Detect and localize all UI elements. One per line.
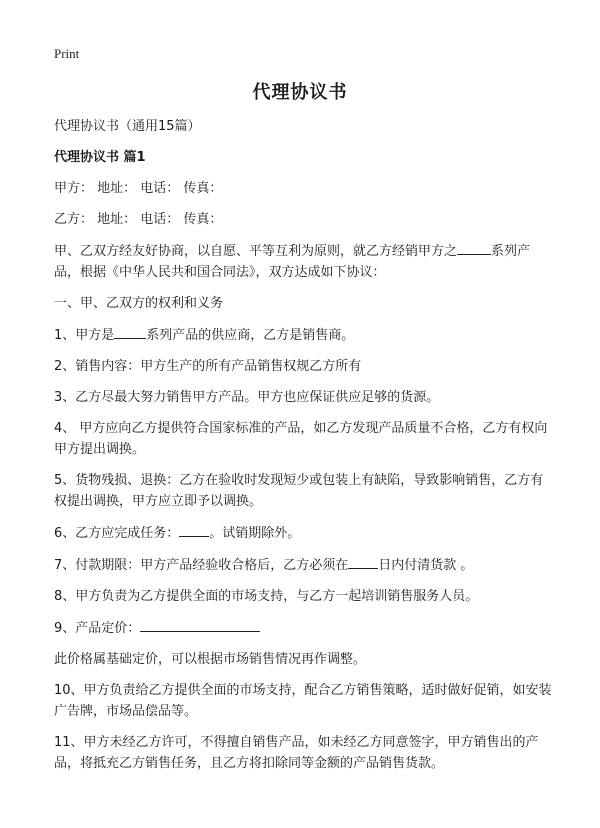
clause-item-7 [54, 554, 554, 576]
party-a-line: 甲方： 地址： 电话： 传真： [54, 181, 223, 196]
product-price-blank [140, 617, 260, 632]
payment-days-blank [348, 554, 378, 569]
price-note: 此价格属基础定价，可以根据市场销售情况再作调整。 [54, 652, 367, 667]
item1-text-after: 系列产品的供应商，乙方是销售商。 [146, 328, 355, 343]
clause-item-5: 5、货物残损、退换：乙方在验收时发现短少或包装上有缺陷，导致影响销售，乙方有权提出调换，甲方应立即予以调换。 [54, 473, 544, 509]
clause-item-1 [54, 324, 554, 346]
clause-item-11: 11、甲方未经乙方许可，不得擅自销售产品，如未经乙方同意签字，甲方销售出的产品，将抵充乙方销售任务，且乙方将扣除同等金额的产品销售货款。 [54, 735, 539, 771]
intro-paragraph [54, 240, 554, 283]
party-b-line: 乙方： 地址： 电话： 传真： [54, 212, 223, 227]
clause-item-8: 8、甲方负责为乙方提供全面的市场支持，与乙方一起培训销售服务人员。 [54, 589, 479, 604]
product-series-blank [457, 240, 491, 255]
clause-item-6 [54, 522, 554, 544]
item6-text-before: 6、乙方应完成任务： [54, 526, 180, 541]
clause-item-3: 3、乙方尽最大努力销售甲方产品。甲方也应保证供应足够的货源。 [54, 390, 440, 405]
supplier-series-blank [114, 324, 146, 339]
print-link[interactable]: Print [54, 46, 80, 61]
item7-text-after: 日内付清货款 。 [378, 558, 474, 573]
clause-item-9 [54, 617, 554, 639]
clause-item-4: 4、 甲方应向乙方提供符合国家标准的产品，如乙方发现产品质量不合格，乙方有权向甲方提出调换。 [54, 421, 548, 457]
item6-text-after: 。试销期除外。 [209, 526, 301, 541]
item7-text-before: 7、付款期限：甲方产品经验收合格后，乙方必须在 [54, 558, 349, 573]
document-title: 代理协议书 [252, 82, 348, 103]
document-subtitle: 代理协议书（通用15篇） [54, 119, 201, 134]
item1-text-before: 1、甲方是 [54, 328, 115, 343]
task-quota-blank [179, 522, 209, 537]
document-body [54, 116, 554, 784]
clause-item-2: 2、销售内容：甲方生产的所有产品销售权规乙方所有 [54, 359, 362, 374]
clause-heading: 一、甲、乙双方的权利和义务 [54, 296, 224, 311]
intro-text-before: 甲、乙双方经友好协商，以自愿、平等互利为原则，就乙方经销甲方之 [54, 244, 458, 259]
intro-text-after: 系列产品，根据《中华人民共和国合同法》，双方达成如下协议： [54, 244, 531, 280]
section-heading: 代理协议书 篇1 [54, 150, 146, 165]
item9-text-before: 9、产品定价： [54, 621, 141, 636]
clause-item-10: 10、甲方负责给乙方提供全面的市场支持，配合乙方销售策略，适时做好促销，如安装广告牌，市场品偿品等。 [54, 683, 552, 719]
